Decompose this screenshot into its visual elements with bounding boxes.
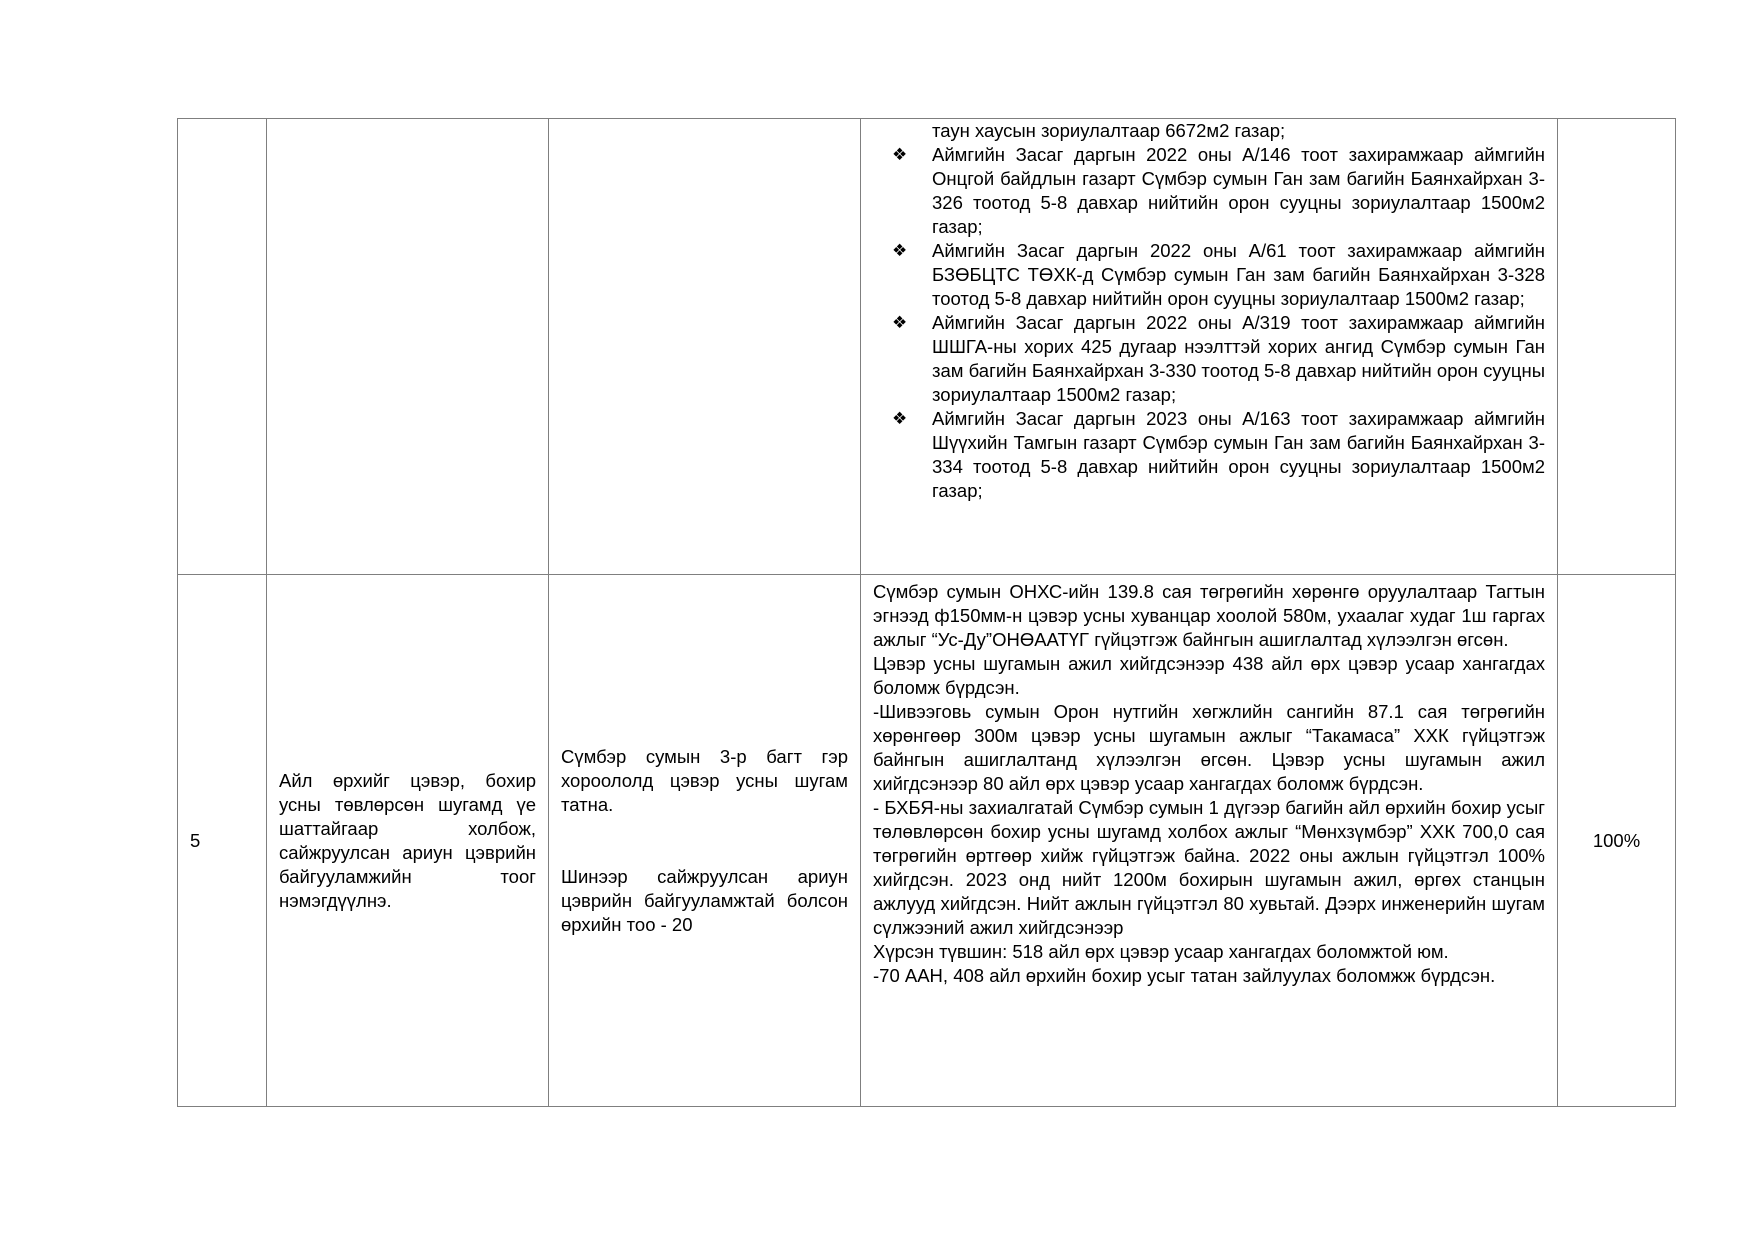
indicator-cell	[549, 119, 861, 575]
report-paragraph: Хүрсэн түвшин: 518 айл өрх цэвэр усаар хангагдах боломжтой юм.	[873, 941, 1449, 962]
report-continuation: таун хаусын зориулалтаар 6672м2 газар;	[932, 120, 1286, 141]
percent-cell: 100%	[1558, 575, 1676, 1107]
bullet-text: Аймгийн Засаг даргын 2023 оны А/163 тоот захирамжаар аймгийн Шүүхийн Тамгын газарт Сүмбэр сумын Ган зам багийн Баянхайрхан 3-334 тоотод 5-8 давхар нийтийн орон сууцны зориулалтаар 1500м2 газар;	[932, 408, 1545, 501]
bullet-text: Аймгийн Засаг даргын 2022 оны А/146 тоот захирамжаар аймгийн Онцгой байдлын газарт Сүмбэр сумын Ган зам багийн Баянхайрхан 3-326 тоотод 5-8 давхар нийтийн орон сууцны зориулалтаар 1500м2 газар;	[932, 144, 1545, 237]
bullet-text: Аймгийн Засаг даргын 2022 оны А/61 тоот захирамжаар аймгийн БЗӨБЦТС ТӨХК-д Сүмбэр сумын Ган зам багийн Баянхайрхан 3-328 тоотод 5-8 давхар нийтийн орон сууцны зориулалтаар 1500м2 газар;	[932, 240, 1545, 309]
four-diamond-bullet-icon: ❖	[892, 241, 908, 261]
report-paragraph: Цэвэр усны шугамын ажил хийгдсэнээр 438 айл өрх цэвэр усаар хангагдах боломж бүрдсэн.	[873, 653, 1545, 698]
goal-cell	[267, 119, 549, 575]
report-paragraph: -Шивээговь сумын Орон нутгийн хөгжлийн сангийн 87.1 сая төгрөгийн хөрөнгөөр 300м цэвэр усны шугамын ажлыг “Такамаса” ХХК гүйцэтгэж байнгын ашиглалтанд хүлээлгэн өгсөн. Цэвэр усны шугамын ажил хийгдсэнээр 80 айл өрх цэвэр усаар хангагдах боломж бүрдсэн.	[873, 701, 1545, 794]
report-table	[177, 118, 1676, 1107]
table-row	[178, 575, 1676, 1107]
indicator-cell	[549, 575, 861, 1107]
list-item	[892, 311, 1545, 407]
row-number-cell: 5	[178, 575, 267, 1107]
report-cell	[861, 119, 1558, 575]
indicator-text: Шинээр сайжруулсан ариун цэврийн байгууламжтай болсон өрхийн тоо - 20	[561, 865, 848, 935]
spacer	[561, 817, 848, 841]
report-cell	[861, 575, 1558, 1107]
report-paragraph: Сүмбэр сумын ОНХС-ийн 139.8 сая төгрөгийн хөрөнгө оруулалтаар Тагтын эгнээд ф150мм-н цэвэр усны хуванцар хоолой 580м, ухаалаг худаг 1ш гаргах ажлыг “Ус-Ду”ОНӨААТҮГ гүйцэтгэж байнгын ашиглалтад хүлээлгэн өгсөн.	[873, 581, 1545, 650]
report-bullet-list	[873, 143, 1545, 503]
report-paragraph: -70 ААН, 408 айл өрхийн бохир усыг татан зайлуулах боломжж бүрдсэн.	[873, 965, 1496, 986]
percent-cell	[1558, 119, 1676, 575]
report-paragraph: - БХБЯ-ны захиалгатай Сүмбэр сумын 1 дүгээр багийн айл өрхийн бохир усыг төлөвлөрсөн бохир усны шугамд холбох ажлыг “Мөнхзүмбэр” ХХК 700,0 сая төгрөгийн өртгөөр хийж гүйцэтгэж байна. 2022 оны ажлын гүйцэтгэл 100% хийгдсэн. 2023 онд нийт 1200м бохирын шугамын ажил, өргөх станцын ажлууд хийгдсэн. Нийт ажлын гүйцэтгэл 80 хувьтай. Дээрх инженерийн шугам сүлжээний ажил хийгдсэнээр	[873, 797, 1545, 938]
indicator-text: Сүмбэр сумын 3-р багт гэр хороололд цэвэр усны шугам татна.	[561, 745, 848, 815]
row-number-cell	[178, 119, 267, 575]
list-item	[892, 407, 1545, 503]
goal-cell: Айл өрхийг цэвэр, бохир усны төвлөрсөн шугамд үе шаттайгаар холбож, сайжруулсан ариун цэврийн байгууламжийн тоог нэмэгдүүлнэ.	[267, 575, 549, 1107]
spacer	[561, 841, 848, 865]
list-item	[892, 239, 1545, 311]
four-diamond-bullet-icon: ❖	[892, 409, 908, 429]
list-item	[892, 143, 1545, 239]
bullet-text: Аймгийн Засаг даргын 2022 оны А/319 тоот захирамжаар аймгийн ШШГА-ны хорих 425 дугаар нээлттэй хорих ангид Сүмбэр сумын Ган зам багийн Баянхайрхан 3-330 тоотод 5-8 давхар нийтийн орон сууцны зориулалтаар 1500м2 газар;	[932, 312, 1545, 405]
table-row	[178, 119, 1676, 575]
four-diamond-bullet-icon: ❖	[892, 145, 908, 165]
four-diamond-bullet-icon: ❖	[892, 313, 908, 333]
